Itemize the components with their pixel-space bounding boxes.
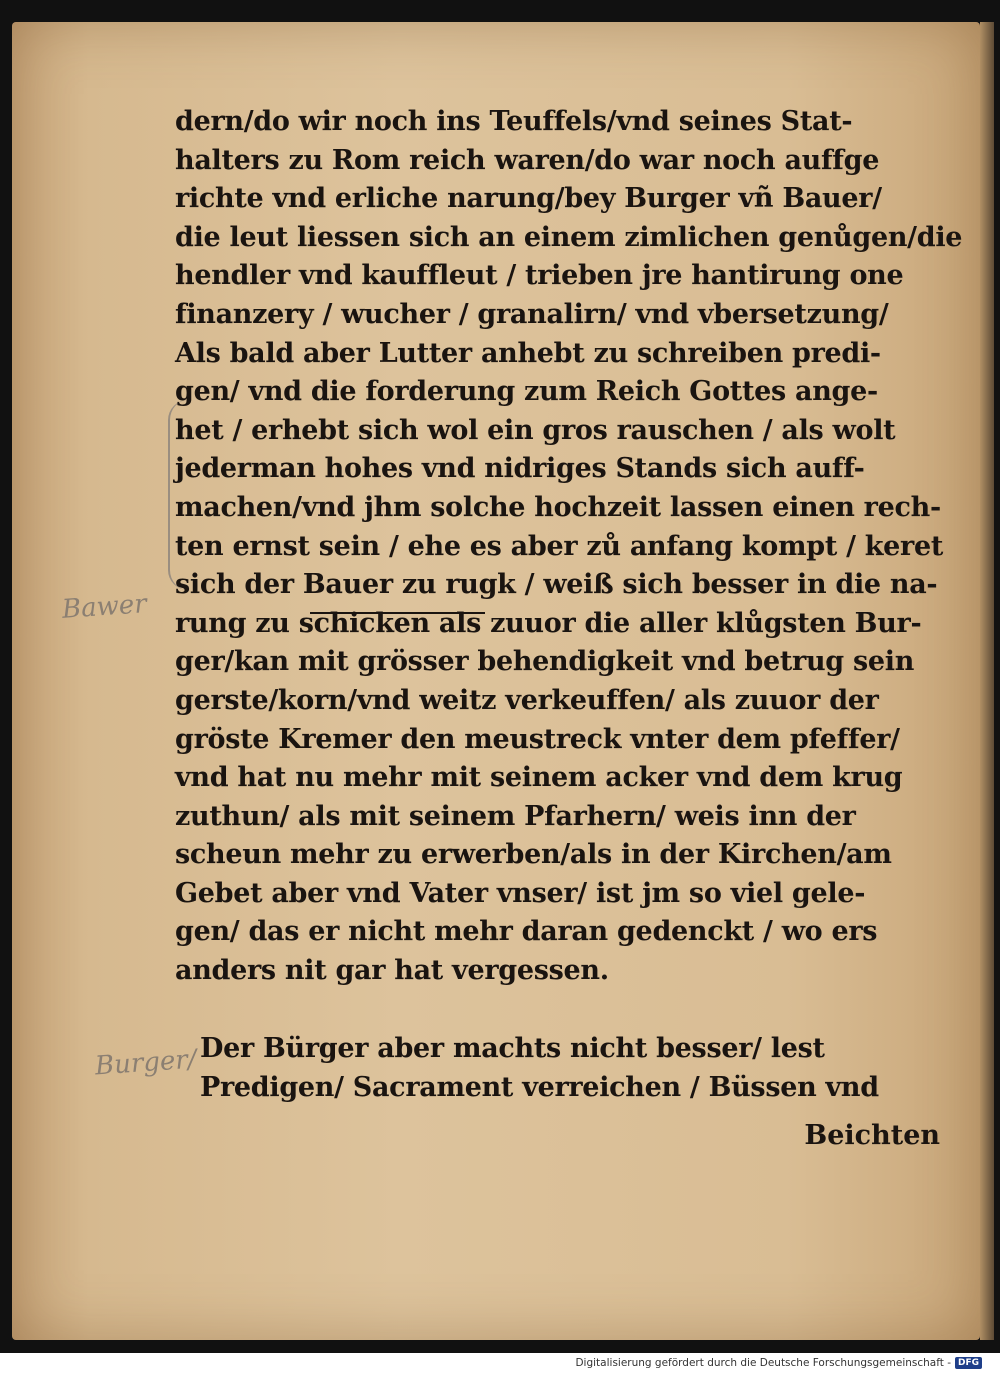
dfg-logo: DFG [955,1357,982,1369]
text-line: gerste/korn/vnd weitz verkeuffen/ als zuuor der [175,684,879,716]
text-line: gen/ das er nicht mehr daran gedenckt / wo ers [175,916,878,948]
text-line: dern/do wir noch ins Teuffels/vnd seines Stat- [175,106,853,137]
page-edge [980,22,994,1340]
text-line: zuthun/ als mit seinem Pfarhern/ weis inn der [175,800,856,832]
second-paragraph [200,1030,960,1107]
text-line: die leut liessen sich an einem zimlichen genůgen/die [175,221,963,253]
text-line: Der Bürger aber machts nicht besser/ lest [200,1033,825,1064]
footer-credit: Digitalisierung gefördert durch die Deutsche Forschungsgemeinschaft - [575,1357,951,1369]
text-line: gen/ vnd die forderung zum Reich Gottes ange- [175,376,878,408]
text-line: ger/kan mit grösser behendigkeit vnd betrug sein [175,646,915,678]
marginal-note-burger: Burger/ [94,1044,198,1082]
text-line: gröste Kremer den meustreck vnter dem pfeffer/ [175,723,900,755]
catchword: Beichten [804,1120,940,1151]
text-line: Predigen/ Sacrament verreichen / Büssen vnd [200,1071,879,1103]
text-line: Als bald aber Lutter anhebt zu schreiben predi- [175,337,881,369]
text-line: vnd hat nu mehr mit seinem acker vnd dem krug [175,762,903,794]
text-line: scheun mehr zu erwerben/als in der Kirchen/am [175,839,892,871]
text-line: machen/vnd jhm solche hochzeit lassen einen rech- [175,491,941,523]
text-line: Gebet aber vnd Vater vnser/ ist jm so viel gele- [175,877,866,909]
text-line: sich der Bauer zu rugk / weiß sich besser in die na- [175,569,938,601]
text-line: jederman hohes vnd nidriges Stands sich auff- [175,453,865,485]
marginal-note-bawer: Bawer [61,589,148,625]
footer-bar [0,1353,1000,1373]
text-line: halters zu Rom reich waren/do war noch auffge [175,144,880,176]
text-line: finanzery / wucher / granalirn/ vnd vbersetzung/ [175,298,889,330]
text-line: anders nit gar hat vergessen. [175,955,609,987]
main-paragraph [175,103,963,991]
text-line: ten ernst sein / ehe es aber zů anfang kompt / keret [175,530,944,562]
text-line: richte vnd erliche narung/bey Burger vñ Bauer/ [175,183,882,215]
text-line: rung zu schicken als zuuor die aller klůgsten Bur- [175,607,922,639]
text-line: het / erhebt sich wol ein gros rauschen / als wolt [175,414,896,446]
text-line: hendler vnd kauffleut / trieben jre hantirung one [175,260,904,292]
